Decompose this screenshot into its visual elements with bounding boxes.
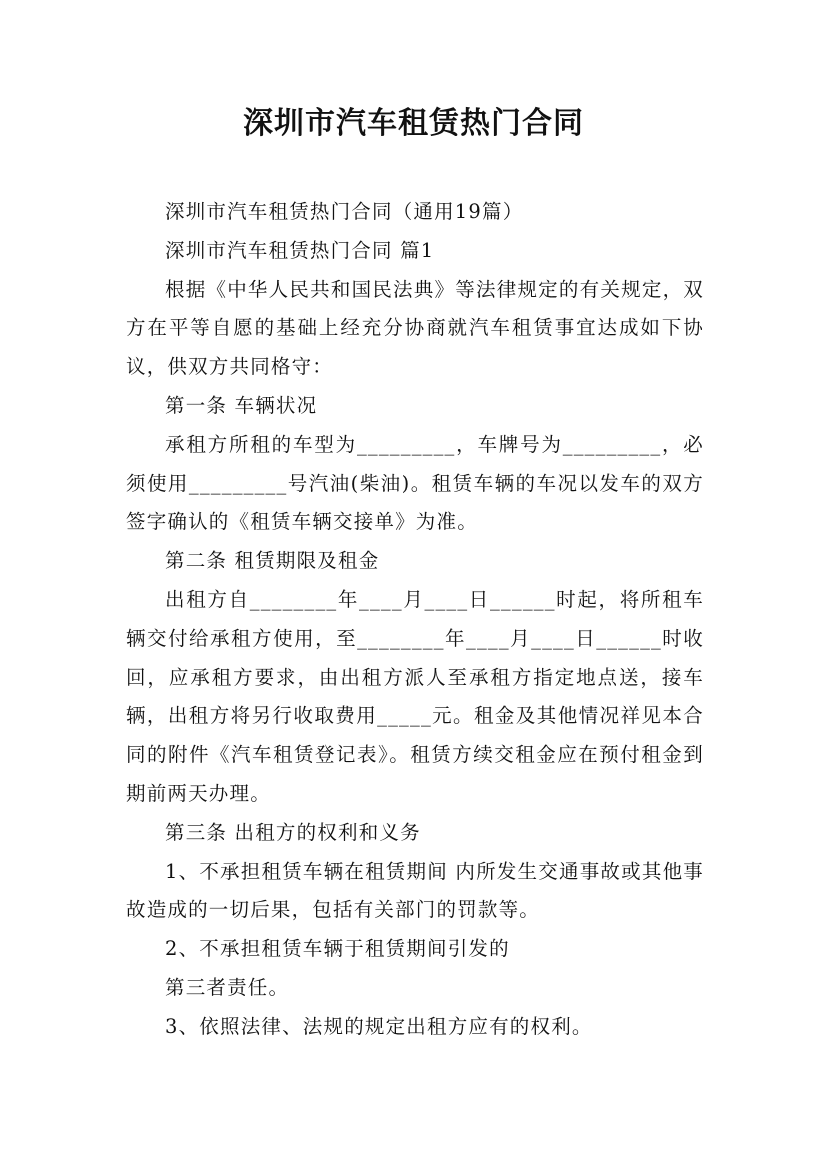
- article-2-body: 出租方自________年____月____日______时起，将所租车辆交付给承租方使用，至________年____月____日______时收回，应承租方要求，由出租方派人至承租方指定地点送，接车辆，出租方将另行收取费用_____元。租金及其他情况祥见本合同的附件《汽车租赁登记表》。租赁方续交租金应在预付租金到期前两天办理。: [126, 587, 704, 805]
- paragraph-section-heading: 深圳市汽车租赁热门合同 篇1: [165, 238, 435, 262]
- document-title: 深圳市汽车租赁热门合同: [243, 106, 584, 141]
- paragraph-preamble: 根据《中华人民共和国民法典》等法律规定的有关规定，双方在平等自愿的基础上经充分协商就汽车租赁事宜达成如下协议，供双方共同格守：: [126, 277, 704, 379]
- article-3-item-3: 3、依照法律、法规的规定出租方应有的权利。: [165, 1014, 593, 1038]
- document-body: [126, 193, 704, 1047]
- article-3-item-1: 1、不承担租赁车辆在租赁期间 内所发生交通事故或其他事故造成的一切后果，包括有关部门的罚款等。: [126, 859, 704, 922]
- article-2-heading: 第二条 租赁期限及租金: [165, 549, 380, 573]
- paragraph-subtitle: 深圳市汽车租赁热门合同（通用19篇）: [165, 200, 524, 223]
- article-1-body: 承租方所租的车型为_________，车牌号为_________，必须使用_________号汽油(柴油)。租赁车辆的车况以发车的双方签字确认的《租赁车辆交接单》为准。: [126, 432, 704, 534]
- article-3-item-2: 2、不承担租赁车辆于租赁期间引发的: [165, 937, 510, 961]
- article-1-heading: 第一条 车辆状况: [165, 393, 318, 417]
- article-3-item-2-continued: 第三者责任。: [165, 975, 290, 999]
- article-3-heading: 第三条 出租方的权利和义务: [165, 820, 421, 844]
